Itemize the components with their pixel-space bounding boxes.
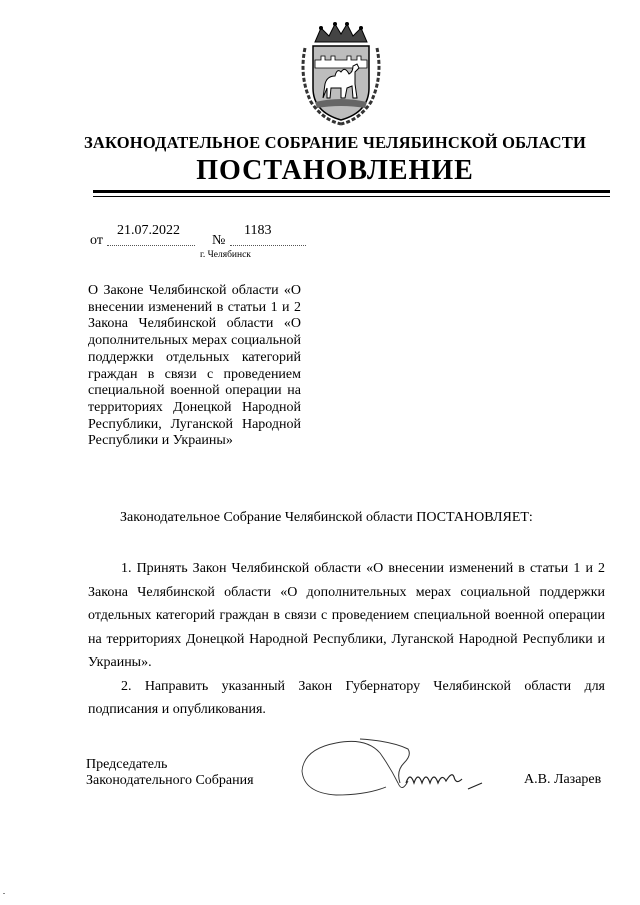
resolution-item: 2. Направить указанный Закон Губернатору Челябинской области для подписания и опубликования. <box>88 678 605 717</box>
header-rule-thin <box>93 196 610 197</box>
number-label: № <box>212 233 226 248</box>
document-subject: О Законе Челябинской области «О внесении изменений в статьи 1 и 2 Закона Челябинской области «О дополнительных мерах социальной поддержки отдельных категорий граждан в связи с проведением специальной военной операции на территориях Донецкой Народной Республики, Луганской Народной Республики и Украины» <box>88 283 301 449</box>
scan-speck <box>3 893 5 894</box>
resolution-items <box>88 557 605 722</box>
signer-title <box>86 757 254 789</box>
document-type: ПОСТАНОВЛЕНИЕ <box>196 155 474 186</box>
number-underline <box>230 245 306 246</box>
signer-title-line1: Председатель <box>86 757 168 772</box>
date-label: от <box>90 233 103 248</box>
signer-title-line2: Законодательного Собрания <box>86 773 254 788</box>
signer-name: А.В. Лазарев <box>524 772 602 787</box>
city: г. Челябинск <box>200 250 251 260</box>
chelyabinsk-coat-of-arms-icon <box>297 22 385 126</box>
document-number: 1183 <box>244 223 272 238</box>
date-number-row <box>90 223 320 249</box>
document-date: 21.07.2022 <box>117 223 180 238</box>
resolution-item: 1. Принять Закон Челябинской области «О внесении изменений в статьи 1 и 2 Закона Челябинской области «О дополнительных мерах социальной поддержки отдельных категорий граждан в связи с проведением специальной военной операции на территориях Донецкой Народной Республики, Луганской Народной Республики и Украины». <box>88 561 605 670</box>
handwritten-signature <box>296 735 496 801</box>
preamble: Законодательное Собрание Челябинской области ПОСТАНОВЛЯЕТ: <box>120 510 533 525</box>
header-rule-thick <box>93 190 610 193</box>
date-underline <box>107 245 195 246</box>
organization-name: ЗАКОНОДАТЕЛЬНОЕ СОБРАНИЕ ЧЕЛЯБИНСКОЙ ОБЛАСТИ <box>83 133 587 152</box>
